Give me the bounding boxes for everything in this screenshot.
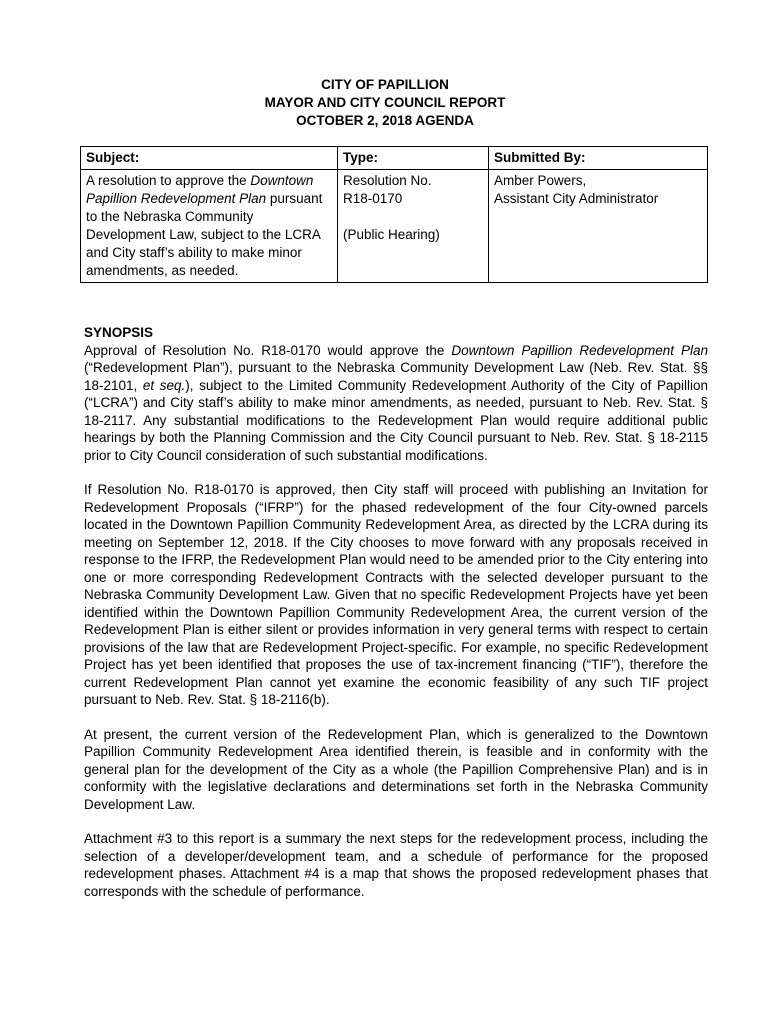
subject-label: Subject: xyxy=(81,147,338,170)
type-label: Type: xyxy=(338,147,489,170)
synopsis-p1-text-c: ), subject to the Limited Community Redevelopment Authority of the City of Papillion (“LCRA”) and City staff’s ability to make minor amendments, as needed, pursuant to Neb. Rev. Stat. § 18-2117. Any substantial modifications to the Redevelopment Plan would require additional public hearings by both the Planning Commission and the City Council pursuant to Neb. Rev. Stat. § 18-2115 prior to City Council consideration of such substantial modifications. xyxy=(84,377,709,463)
header-report-title: MAYOR AND CITY COUNCIL REPORT xyxy=(264,95,506,110)
synopsis-heading: SYNOPSIS xyxy=(84,325,154,340)
report-header xyxy=(0,76,770,130)
resolution-number: R18-0170 xyxy=(343,191,403,206)
synopsis-et-seq: et seq. xyxy=(142,377,186,393)
header-agenda-date: OCTOBER 2, 2018 AGENDA xyxy=(296,113,474,128)
synopsis-p1-text-b: (“Redevelopment Plan”), pursuant to the Nebraska Community Development Law (Neb. Rev. Stat. §§ 18-2101, xyxy=(84,360,708,393)
submitter-title: Assistant City Administrator xyxy=(494,191,659,206)
summary-table xyxy=(80,146,708,283)
summary-table-content-row xyxy=(81,170,708,283)
synopsis-paragraph-4: Attachment #3 to this report is a summary the next steps for the redevelopment process, including the selection of a developer/development team, and a schedule of performance for the proposed redevelopment phases. Attachment #4 is a map that shows the proposed redevelopment phases that corresponds with the schedule of performance. xyxy=(84,831,708,899)
summary-table-header-row xyxy=(81,147,708,170)
submitted-by-label: Submitted By: xyxy=(489,147,708,170)
resolution-label: Resolution No. xyxy=(343,173,432,188)
subject-cell xyxy=(81,170,338,283)
type-cell xyxy=(338,170,489,283)
synopsis-paragraph-2: If Resolution No. R18-0170 is approved, then City staff will proceed with publishing an Invitation for Redevelopment Proposals (“IFRP”) for the phased redevelopment of the four City-owned parcels located in the Downtown Papillion Community Redevelopment Area, as directed by the LCRA during its meeting on September 12, 2018. If the City chooses to move forward with any proposals received in response to the IFRP, the Redevelopment Plan would need to be amended prior to the City entering into one or more corresponding Redevelopment Contracts with the selected developer pursuant to the Nebraska Community Development Law. Given that no specific Redevelopment Projects have yet been identified within the Downtown Papillion Community Redevelopment Area, the current version of the Redevelopment Plan is either silent or provides information in very general terms with respect to certain provisions of the law that are Redevelopment Project-specific. For example, no specific Redevelopment Project has yet been identified that proposes the use of tax-increment financing (“TIF”), therefore the current Redevelopment Plan cannot yet examine the economic feasibility of any such TIF project pursuant to Neb. Rev. Stat. § 18-2116(b). xyxy=(84,482,708,707)
synopsis-plan-name: Downtown Papillion Redevelopment Plan xyxy=(451,342,708,358)
synopsis-paragraph-3: At present, the current version of the Redevelopment Plan, which is generalized to the Downtown Papillion Community Redevelopment Area identified therein, is feasible and in conformity with the general plan for the development of the City as a whole (the Papillion Comprehensive Plan) and is in conformity with the legislative declarations and determinations set forth in the Nebraska Community Development Law. xyxy=(84,726,708,812)
subject-plan-name: Downtown Papillion Redevelopment Plan xyxy=(86,173,314,206)
subject-text-pre: A resolution to approve the xyxy=(86,173,251,188)
submitter-name: Amber Powers, xyxy=(494,173,587,188)
public-hearing-note: (Public Hearing) xyxy=(343,227,440,242)
subject-text-post: pursuant to the Nebraska Community Development Law, subject to the LCRA and City staff’s ability to make minor amendments, as needed. xyxy=(86,191,323,278)
header-city: CITY OF PAPILLION xyxy=(321,77,449,92)
synopsis-paragraph-1 xyxy=(84,324,708,464)
synopsis-section xyxy=(84,324,708,917)
synopsis-p1-text-a: Approval of Resolution No. R18-0170 would approve the xyxy=(84,342,452,358)
submitted-by-cell xyxy=(489,170,708,283)
